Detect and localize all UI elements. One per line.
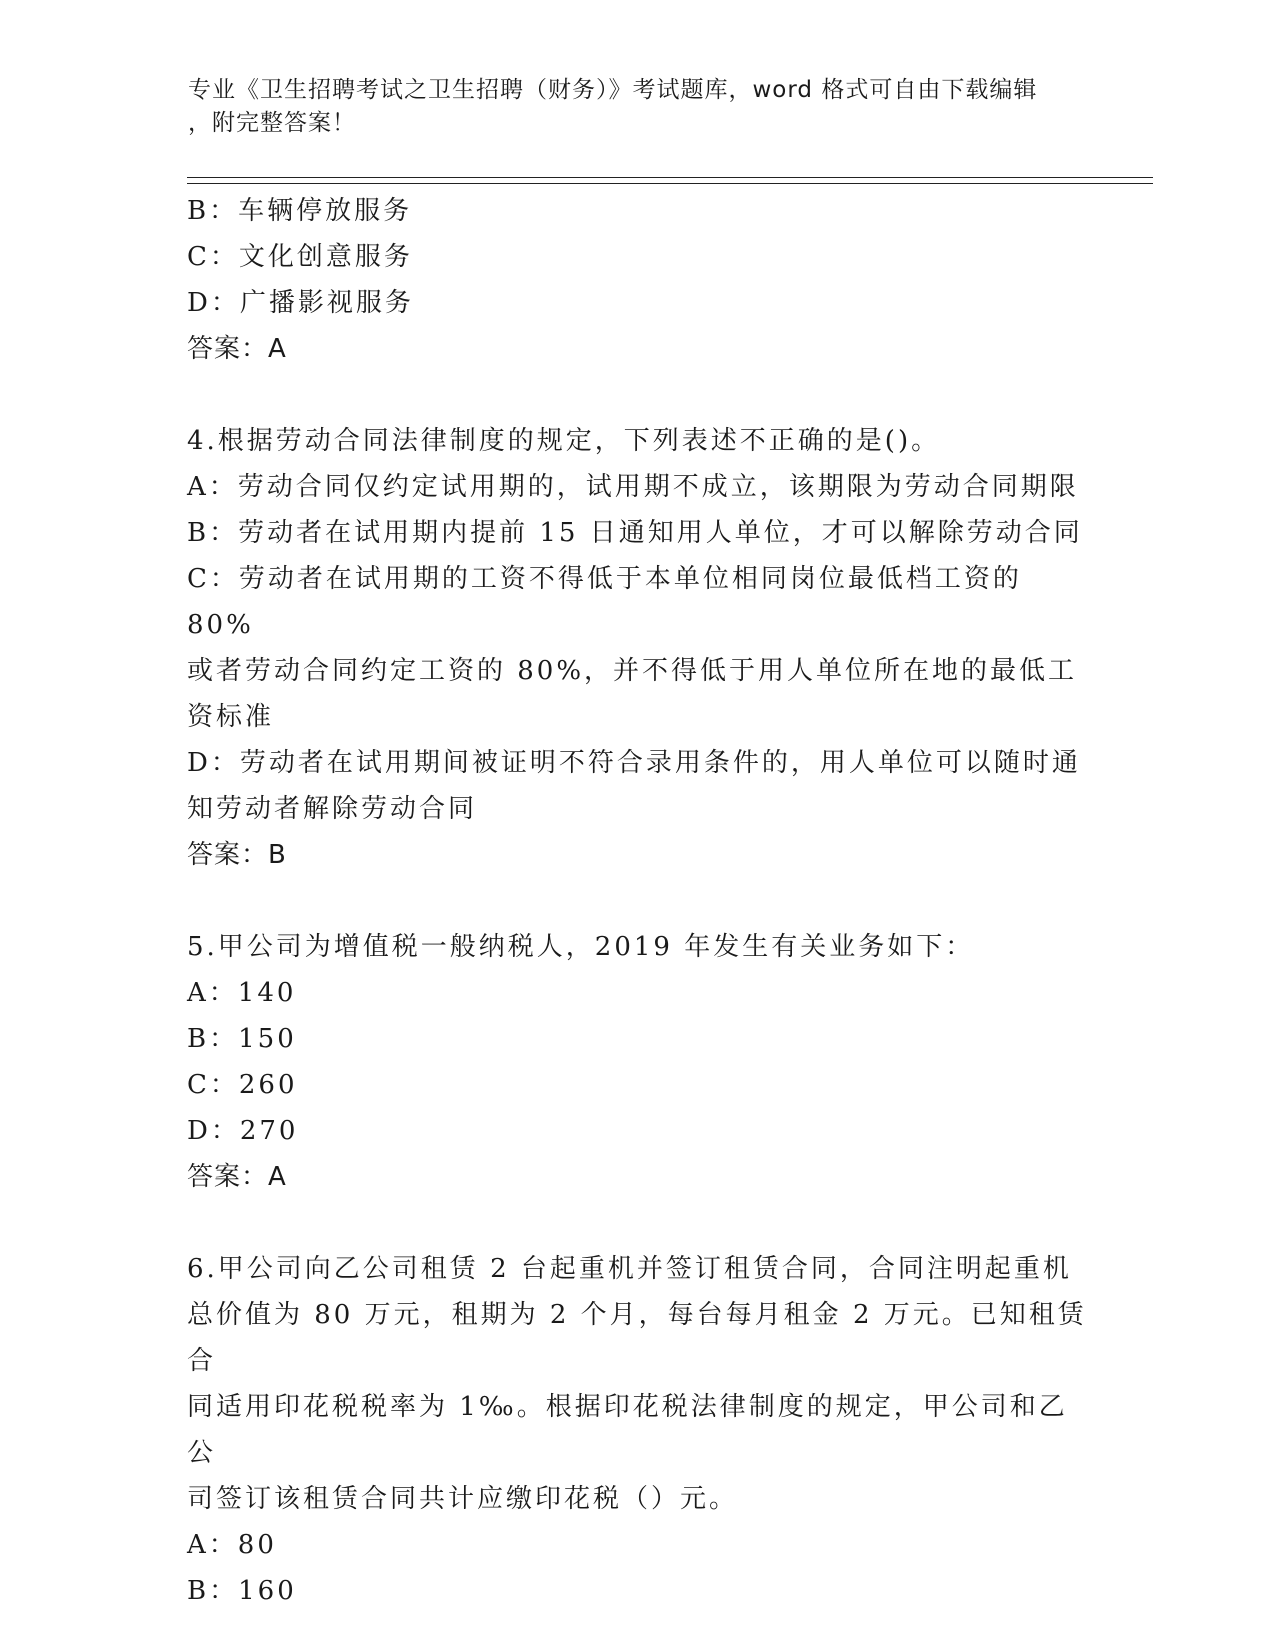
q4-option-b: B：劳动者在试用期内提前 15 日通知用人单位，才可以解除劳动合同 <box>187 518 1083 548</box>
q4-question: 4.根据劳动合同法律制度的规定，下列表述不正确的是()。 <box>187 426 941 456</box>
spacer <box>187 372 1087 418</box>
q6-question-line-2: 总价值为 80 万元，租期为 2 个月，每台每月租金 2 万元。已知租赁合 <box>187 1300 1087 1376</box>
q3-option-b: B：车辆停放服务 <box>187 196 413 226</box>
header-line-2: ，附完整答案！ <box>188 110 356 136</box>
q3-option-d: D：广播影视服务 <box>187 288 414 318</box>
q4-option-c-line-3: 资标准 <box>187 702 275 732</box>
q5-option-b: B：150 <box>187 1024 297 1054</box>
q4-option-a: A：劳动合同仅约定试用期的，试用期不成立，该期限为劳动合同期限 <box>187 472 1079 502</box>
q6-option-a: A：80 <box>187 1530 277 1560</box>
document-body <box>187 188 1087 1614</box>
q4-option-c-line-2: 或者劳动合同约定工资的 80%，并不得低于用人单位所在地的最低工 <box>187 656 1078 686</box>
q6-question-line-4: 司签订该租赁合同共计应缴印花税（）元。 <box>187 1484 739 1514</box>
q4-option-c-line-1: C：劳动者在试用期的工资不得低于本单位相同岗位最低档工资的 80% <box>187 564 1022 640</box>
q6-option-b: B：160 <box>187 1576 297 1606</box>
spacer <box>187 878 1087 924</box>
header-divider-bottom <box>187 183 1153 184</box>
spacer <box>187 1200 1087 1246</box>
q6-question-line-1: 6.甲公司向乙公司租赁 2 台起重机并签订租赁合同，合同注明起重机 <box>187 1254 1072 1284</box>
q6-question-line-3: 同适用印花税税率为 1‰。根据印花税法律制度的规定，甲公司和乙公 <box>187 1392 1068 1468</box>
q5-option-c: C：260 <box>187 1070 298 1100</box>
q4-option-d-line-1: D：劳动者在试用期间被证明不符合录用条件的，用人单位可以随时通 <box>187 748 1081 778</box>
header-divider-top <box>187 177 1153 178</box>
document-header <box>188 74 1088 140</box>
q5-option-d: D：270 <box>187 1116 299 1146</box>
q5-option-a: A：140 <box>187 978 297 1008</box>
header-line-1: 专业《卫生招聘考试之卫生招聘（财务）》考试题库，word 格式可自由下载编辑 <box>188 77 1038 103</box>
q4-option-d-line-2: 知劳动者解除劳动合同 <box>187 794 478 824</box>
q3-answer: 答案：A <box>187 334 287 364</box>
q3-option-c: C：文化创意服务 <box>187 242 413 272</box>
q5-answer: 答案：A <box>187 1162 287 1192</box>
q5-question: 5.甲公司为增值税一般纳税人，2019 年发生有关业务如下： <box>187 932 975 962</box>
q4-answer: 答案：B <box>187 840 287 870</box>
